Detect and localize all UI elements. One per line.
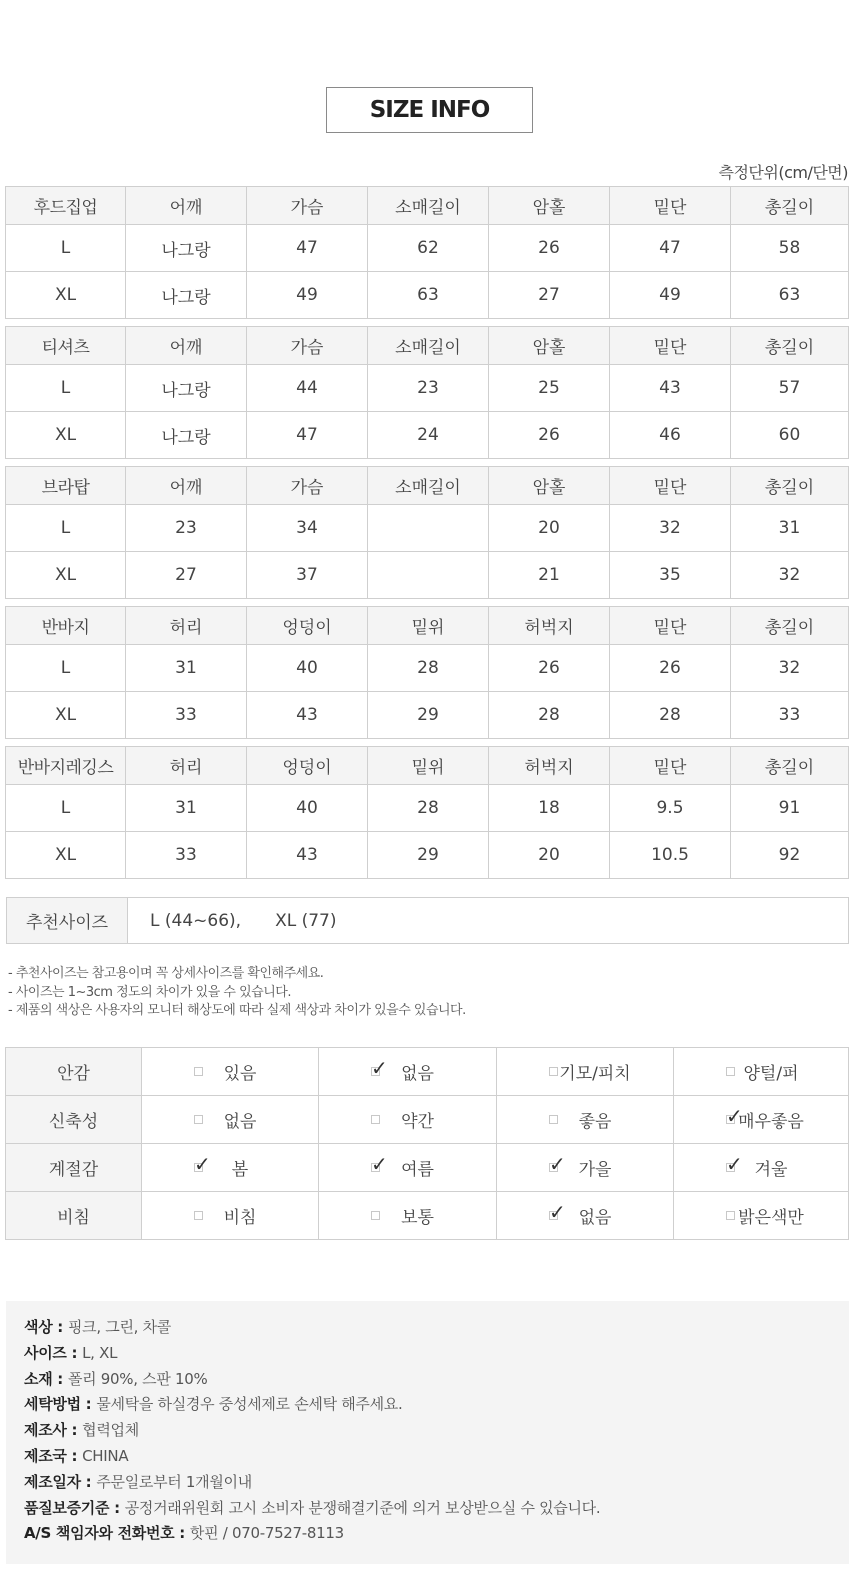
size-table <box>5 746 849 879</box>
info-line <box>24 1418 849 1444</box>
size-table-header <box>6 187 849 225</box>
size-table-header <box>6 327 849 365</box>
size-value: 60 <box>731 412 849 459</box>
size-label: L <box>6 785 126 832</box>
size-value: 47 <box>247 412 368 459</box>
info-value: 핑크, 그린, 차콜 <box>67 1318 171 1336</box>
size-value: 32 <box>731 552 849 599</box>
column-header: 허리 <box>126 607 247 645</box>
size-value: 31 <box>126 645 247 692</box>
feature-row <box>6 1048 849 1096</box>
info-key: 소재 : <box>24 1369 68 1388</box>
product-name: 브라탑 <box>6 467 126 505</box>
column-header: 암홀 <box>489 187 610 225</box>
size-value: 47 <box>247 225 368 272</box>
size-table <box>5 326 849 459</box>
table-row <box>6 785 849 832</box>
feature-label: 신축성 <box>6 1096 142 1144</box>
size-table-header <box>6 467 849 505</box>
size-table-header <box>6 747 849 785</box>
info-line <box>24 1521 849 1547</box>
recommended-size-value: L (44~66), <box>150 910 242 931</box>
size-value <box>368 505 489 552</box>
product-info <box>6 1301 849 1564</box>
info-value: L, XL <box>82 1343 118 1362</box>
column-header: 암홀 <box>489 467 610 505</box>
feature-option <box>142 1048 319 1096</box>
size-table-header <box>6 607 849 645</box>
size-value: 26 <box>489 645 610 692</box>
checkbox-icon <box>371 1211 380 1220</box>
size-value: 25 <box>489 365 610 412</box>
checkmark-icon: ✓ <box>726 1103 743 1128</box>
info-key: 제조사 : <box>24 1421 83 1440</box>
note-line: - 사이즈는 1~3cm 정도의 차이가 있을 수 있습니다. <box>8 984 291 1000</box>
info-key: 제조일자 : <box>24 1472 97 1491</box>
size-label: L <box>6 365 126 412</box>
feature-option-label: 좋음 <box>578 1112 612 1132</box>
feature-option <box>142 1144 319 1192</box>
size-value: 나그랑 <box>126 225 247 272</box>
column-header: 가슴 <box>247 327 368 365</box>
table-row <box>6 412 849 459</box>
feature-option-label: 봄 <box>231 1160 249 1180</box>
recommended-size <box>6 897 849 944</box>
feature-option <box>142 1192 319 1240</box>
size-value: 63 <box>731 272 849 319</box>
info-key: 세탁방법 : <box>24 1395 97 1414</box>
size-value: 37 <box>247 552 368 599</box>
size-value: 28 <box>368 645 489 692</box>
column-header: 허벅지 <box>489 747 610 785</box>
table-row <box>6 692 849 739</box>
product-name: 티셔츠 <box>6 327 126 365</box>
checkbox-icon <box>549 1115 558 1124</box>
size-value: 24 <box>368 412 489 459</box>
feature-option <box>674 1096 849 1144</box>
table-row <box>6 365 849 412</box>
size-value: 92 <box>731 832 849 879</box>
feature-option-label: 비침 <box>223 1208 257 1228</box>
size-value: 26 <box>610 645 731 692</box>
size-value: 49 <box>247 272 368 319</box>
size-value: 나그랑 <box>126 412 247 459</box>
checkbox-icon <box>194 1067 203 1076</box>
info-line <box>24 1444 849 1470</box>
checkmark-icon: ✓ <box>371 1055 388 1080</box>
column-header: 밑위 <box>368 607 489 645</box>
size-value: 23 <box>368 365 489 412</box>
feature-option <box>497 1096 674 1144</box>
size-label: L <box>6 225 126 272</box>
size-value: 29 <box>368 832 489 879</box>
size-value: 27 <box>126 552 247 599</box>
size-value: 나그랑 <box>126 272 247 319</box>
info-key: 품질보증기준 : <box>24 1498 125 1517</box>
size-label: XL <box>6 272 126 319</box>
feature-option <box>497 1192 674 1240</box>
column-header: 소매길이 <box>368 327 489 365</box>
column-header: 총길이 <box>731 467 849 505</box>
info-value: 공정거래위원회 고시 소비자 분쟁해결기준에 의거 보상받으실 수 있습니다. <box>124 1498 601 1517</box>
feature-option <box>319 1096 497 1144</box>
size-value: 9.5 <box>610 785 731 832</box>
info-line <box>24 1496 849 1522</box>
size-value: 32 <box>610 505 731 552</box>
feature-option-label: 없음 <box>401 1064 434 1084</box>
column-header: 밑단 <box>610 607 731 645</box>
feature-table <box>5 1047 849 1240</box>
size-value: 26 <box>489 225 610 272</box>
column-header: 어깨 <box>126 467 247 505</box>
measurement-unit: 측정단위(cm/단면) <box>718 163 848 182</box>
info-value: 물세탁을 하실경우 중성세제로 손세탁 해주세요. <box>96 1395 403 1414</box>
size-value: 23 <box>126 505 247 552</box>
table-row <box>6 645 849 692</box>
column-header: 총길이 <box>731 187 849 225</box>
info-line <box>24 1470 849 1496</box>
feature-option-label: 없음 <box>578 1208 612 1228</box>
size-value: 33 <box>731 692 849 739</box>
product-name: 반바지레깅스 <box>6 747 126 785</box>
size-value: 46 <box>610 412 731 459</box>
size-value: 34 <box>247 505 368 552</box>
feature-option-label: 가을 <box>578 1160 612 1180</box>
size-value: 91 <box>731 785 849 832</box>
column-header: 어깨 <box>126 327 247 365</box>
size-value: 35 <box>610 552 731 599</box>
feature-label: 계절감 <box>6 1144 142 1192</box>
column-header: 총길이 <box>731 327 849 365</box>
info-value: 협력업체 <box>82 1421 139 1440</box>
size-value: 33 <box>126 692 247 739</box>
size-value: 28 <box>489 692 610 739</box>
size-value: 26 <box>489 412 610 459</box>
page-title: SIZE INFO <box>326 87 533 133</box>
size-value: 58 <box>731 225 849 272</box>
info-value: CHINA <box>82 1446 129 1465</box>
column-header: 총길이 <box>731 747 849 785</box>
size-value: 47 <box>610 225 731 272</box>
feature-option-label: 여름 <box>401 1160 434 1180</box>
column-header: 허리 <box>126 747 247 785</box>
size-value: 44 <box>247 365 368 412</box>
column-header: 총길이 <box>731 607 849 645</box>
checkbox-icon <box>726 1211 735 1220</box>
column-header: 엉덩이 <box>247 747 368 785</box>
size-value: 20 <box>489 832 610 879</box>
feature-option-label: 밝은색만 <box>738 1208 804 1228</box>
table-row <box>6 552 849 599</box>
info-line <box>24 1315 849 1341</box>
column-header: 허벅지 <box>489 607 610 645</box>
size-value: 40 <box>247 645 368 692</box>
size-value: 27 <box>489 272 610 319</box>
feature-option-label: 약간 <box>401 1112 434 1132</box>
info-line <box>24 1341 849 1367</box>
column-header: 밑단 <box>610 467 731 505</box>
size-label: L <box>6 645 126 692</box>
size-table <box>5 186 849 319</box>
size-label: XL <box>6 552 126 599</box>
size-value: 49 <box>610 272 731 319</box>
feature-label: 안감 <box>6 1048 142 1096</box>
checkbox-icon <box>194 1115 203 1124</box>
column-header: 밑위 <box>368 747 489 785</box>
checkbox-icon <box>549 1067 558 1076</box>
feature-option <box>674 1048 849 1096</box>
product-name: 반바지 <box>6 607 126 645</box>
feature-option <box>674 1192 849 1240</box>
feature-option-label: 매우좋음 <box>738 1112 804 1132</box>
column-header: 가슴 <box>247 187 368 225</box>
column-header: 어깨 <box>126 187 247 225</box>
feature-row <box>6 1192 849 1240</box>
checkmark-icon: ✓ <box>549 1199 566 1224</box>
feature-option-label: 양털/퍼 <box>743 1064 799 1084</box>
feature-row <box>6 1096 849 1144</box>
size-value: 20 <box>489 505 610 552</box>
size-value: 57 <box>731 365 849 412</box>
size-value <box>368 552 489 599</box>
column-header: 암홀 <box>489 327 610 365</box>
size-value: 28 <box>610 692 731 739</box>
info-value: 핫핀 / 070-7527-8113 <box>189 1524 344 1543</box>
column-header: 밑단 <box>610 187 731 225</box>
table-row <box>6 832 849 879</box>
size-value: 40 <box>247 785 368 832</box>
size-notes <box>8 965 466 1021</box>
size-value: 63 <box>368 272 489 319</box>
checkbox-icon <box>371 1115 380 1124</box>
feature-option-label: 보통 <box>401 1208 434 1228</box>
info-value: 폴리 90%, 스판 10% <box>67 1369 208 1388</box>
size-value: 43 <box>247 832 368 879</box>
column-header: 밑단 <box>610 747 731 785</box>
size-value: 나그랑 <box>126 365 247 412</box>
recommended-size-label: 추천사이즈 <box>7 898 128 943</box>
size-table <box>5 606 849 739</box>
feature-label: 비침 <box>6 1192 142 1240</box>
size-value: 29 <box>368 692 489 739</box>
table-row <box>6 225 849 272</box>
size-label: XL <box>6 412 126 459</box>
column-header: 밑단 <box>610 327 731 365</box>
product-name: 후드집업 <box>6 187 126 225</box>
column-header: 소매길이 <box>368 467 489 505</box>
size-value: 10.5 <box>610 832 731 879</box>
size-value: 31 <box>126 785 247 832</box>
size-value: 28 <box>368 785 489 832</box>
feature-option-label: 있음 <box>223 1064 257 1084</box>
size-value: 18 <box>489 785 610 832</box>
checkmark-icon: ✓ <box>371 1151 388 1176</box>
table-row <box>6 505 849 552</box>
feature-option-label: 겨울 <box>754 1160 788 1180</box>
column-header: 엉덩이 <box>247 607 368 645</box>
size-table <box>5 466 849 599</box>
checkbox-icon <box>194 1211 203 1220</box>
info-key: 제조국 : <box>24 1446 83 1465</box>
size-label: L <box>6 505 126 552</box>
feature-option <box>319 1192 497 1240</box>
feature-option <box>497 1144 674 1192</box>
feature-option-label: 없음 <box>223 1112 257 1132</box>
checkmark-icon: ✓ <box>549 1151 566 1176</box>
checkbox-icon <box>726 1067 735 1076</box>
checkmark-icon: ✓ <box>194 1151 211 1176</box>
feature-option <box>674 1144 849 1192</box>
info-line <box>24 1367 849 1393</box>
info-line <box>24 1392 849 1418</box>
feature-option-label: 기모/피치 <box>559 1064 631 1084</box>
note-line: - 제품의 색상은 사용자의 모니터 해상도에 따라 실제 색상과 차이가 있을수 있습니다. <box>8 1003 466 1018</box>
checkmark-icon: ✓ <box>726 1151 743 1176</box>
feature-option <box>319 1144 497 1192</box>
column-header: 가슴 <box>247 467 368 505</box>
size-value: 62 <box>368 225 489 272</box>
size-value: 32 <box>731 645 849 692</box>
feature-option <box>497 1048 674 1096</box>
table-row <box>6 272 849 319</box>
size-value: 43 <box>610 365 731 412</box>
size-value: 21 <box>489 552 610 599</box>
size-value: 31 <box>731 505 849 552</box>
info-value: 주문일로부터 1개월이내 <box>96 1472 252 1491</box>
size-value: 33 <box>126 832 247 879</box>
recommended-size-value: XL (77) <box>275 910 337 931</box>
info-key: A/S 책임자와 전화번호 : <box>24 1524 190 1543</box>
feature-row <box>6 1144 849 1192</box>
feature-option <box>142 1096 319 1144</box>
column-header: 소매길이 <box>368 187 489 225</box>
feature-option <box>319 1048 497 1096</box>
info-key: 색상 : <box>24 1318 68 1336</box>
note-line: - 추천사이즈는 참고용이며 꼭 상세사이즈를 확인해주세요. <box>8 966 324 981</box>
size-label: XL <box>6 692 126 739</box>
size-label: XL <box>6 832 126 879</box>
size-value: 43 <box>247 692 368 739</box>
info-key: 사이즈 : <box>24 1343 83 1362</box>
